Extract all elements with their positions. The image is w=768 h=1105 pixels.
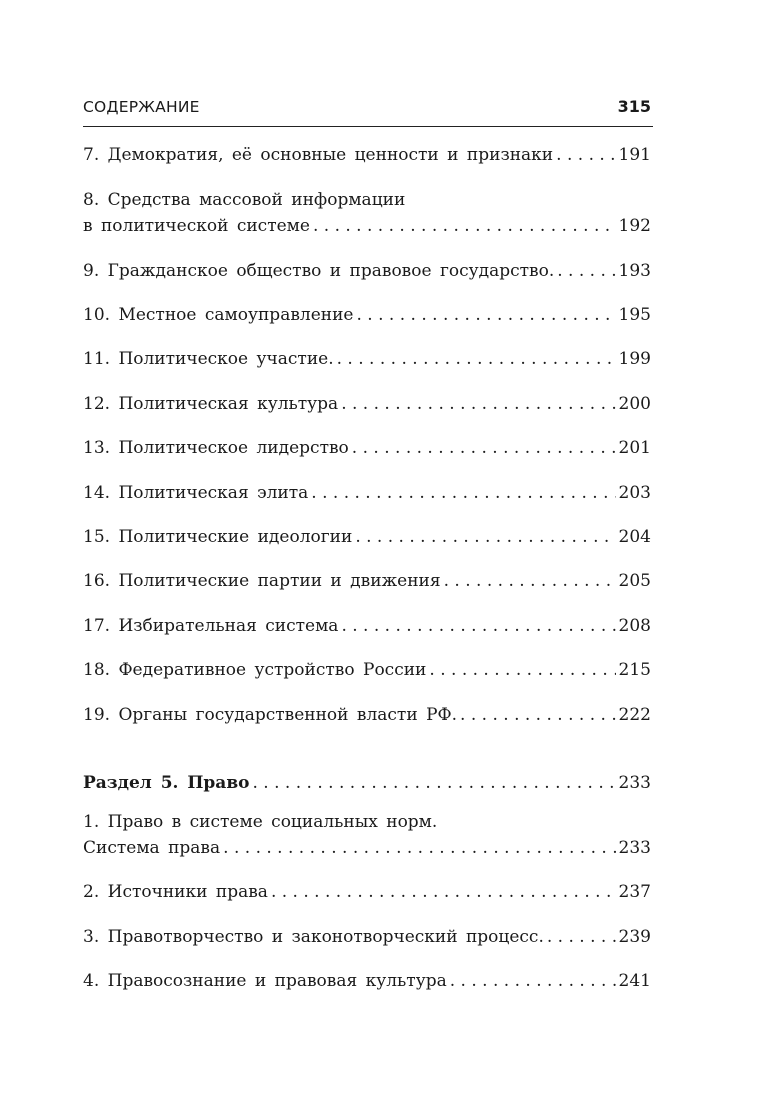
toc-entry-title: 16. Политические партии и движения bbox=[83, 571, 441, 591]
toc-entry-state-authorities[interactable] bbox=[83, 702, 653, 728]
toc-entry-democracy[interactable] bbox=[83, 142, 653, 168]
toc-entry-title: Система права bbox=[83, 838, 221, 858]
leader-dots bbox=[341, 613, 615, 639]
leader-dots bbox=[271, 879, 616, 905]
toc-entry-law-social-norms[interactable] bbox=[83, 809, 653, 861]
page-header bbox=[83, 96, 653, 127]
toc-entry-title: 7. Демократия, её основные ценности и признаки bbox=[83, 145, 554, 165]
toc-entry-title: 17. Избирательная система bbox=[83, 616, 339, 636]
running-title: СОДЕРЖАНИЕ bbox=[83, 98, 200, 116]
leader-dots bbox=[313, 213, 616, 239]
toc-entry-title: 13. Политическое лидерство bbox=[83, 438, 349, 458]
leader-dots bbox=[547, 924, 616, 950]
leader-dots bbox=[356, 302, 615, 328]
toc-entry-title: 10. Местное самоуправление bbox=[83, 305, 354, 325]
toc-page-number: 222 bbox=[618, 705, 651, 725]
toc-page-number: 208 bbox=[618, 616, 651, 636]
toc-page-number: 215 bbox=[618, 660, 651, 680]
toc-entry-title: 19. Органы государственной власти РФ. bbox=[83, 705, 458, 725]
toc-entry-title: 18. Федеративное устройство России bbox=[83, 660, 427, 680]
leader-dots bbox=[311, 480, 615, 506]
toc-entry-political-participation[interactable] bbox=[83, 346, 653, 372]
toc-entry-political-leadership[interactable] bbox=[83, 435, 653, 461]
leader-dots bbox=[352, 435, 616, 461]
toc-entry-local-government[interactable] bbox=[83, 302, 653, 328]
toc-page-number: 233 bbox=[618, 838, 651, 858]
toc-entry-title: в политической системе bbox=[83, 216, 310, 236]
toc-entry-title: 3. Правотворчество и законотворческий процесс. bbox=[83, 927, 544, 947]
leader-dots bbox=[557, 258, 615, 284]
leader-dots bbox=[341, 391, 615, 417]
leader-dots bbox=[444, 568, 616, 594]
leader-dots bbox=[450, 968, 616, 994]
toc-page-number: 204 bbox=[618, 527, 651, 547]
toc-entry-federal-structure[interactable] bbox=[83, 657, 653, 683]
leader-dots bbox=[460, 702, 616, 728]
toc-entry-title-line1: 8. Средства массовой информации bbox=[83, 190, 406, 210]
toc-page-number: 239 bbox=[618, 927, 651, 947]
toc-entry-title-line1: 1. Право в системе социальных норм. bbox=[83, 812, 438, 832]
toc-page-number: 191 bbox=[618, 145, 651, 165]
toc-entry-lawmaking[interactable] bbox=[83, 924, 653, 950]
toc-entry-civil-society[interactable] bbox=[83, 258, 653, 284]
toc-entry-legal-culture[interactable] bbox=[83, 968, 653, 994]
toc-page-number: 205 bbox=[618, 571, 651, 591]
leader-dots bbox=[429, 657, 615, 683]
toc-page-number: 241 bbox=[618, 971, 651, 991]
leader-dots bbox=[556, 142, 615, 168]
toc-entry-title: 11. Политическое участие. bbox=[83, 349, 334, 369]
toc-section-law[interactable] bbox=[83, 770, 653, 796]
toc-page-number: 199 bbox=[618, 349, 651, 369]
toc-entry-electoral-system[interactable] bbox=[83, 613, 653, 639]
leader-dots bbox=[355, 524, 615, 550]
page-number: 315 bbox=[617, 97, 651, 116]
toc-entry-political-elite[interactable] bbox=[83, 480, 653, 506]
toc-page-number: 200 bbox=[618, 394, 651, 414]
toc-entry-title: 15. Политические идеологии bbox=[83, 527, 353, 547]
toc-page-number: 233 bbox=[618, 773, 651, 793]
toc-page-number: 192 bbox=[618, 216, 651, 236]
leader-dots bbox=[337, 346, 616, 372]
toc-entry-title: 4. Правосознание и правовая культура bbox=[83, 971, 447, 991]
toc-entry-political-parties[interactable] bbox=[83, 568, 653, 594]
toc-entry-mass-media[interactable] bbox=[83, 187, 653, 239]
toc-page-number: 201 bbox=[618, 438, 651, 458]
leader-dots bbox=[223, 835, 615, 861]
toc-entry-title: 12. Политическая культура bbox=[83, 394, 339, 414]
toc-entry-political-culture[interactable] bbox=[83, 391, 653, 417]
toc-entry-sources-of-law[interactable] bbox=[83, 879, 653, 905]
toc-page-number: 203 bbox=[618, 483, 651, 503]
leader-dots bbox=[252, 770, 615, 796]
toc-page-number: 193 bbox=[618, 261, 651, 281]
toc-page-number: 195 bbox=[618, 305, 651, 325]
toc-section-title: Раздел 5. Право bbox=[83, 773, 250, 793]
toc-entry-title: 9. Гражданское общество и правовое государство. bbox=[83, 261, 555, 281]
toc-entry-title: 14. Политическая элита bbox=[83, 483, 309, 503]
toc-entry-political-ideologies[interactable] bbox=[83, 524, 653, 550]
toc-entry-title: 2. Источники права bbox=[83, 882, 268, 902]
toc-page-number: 237 bbox=[618, 882, 651, 902]
